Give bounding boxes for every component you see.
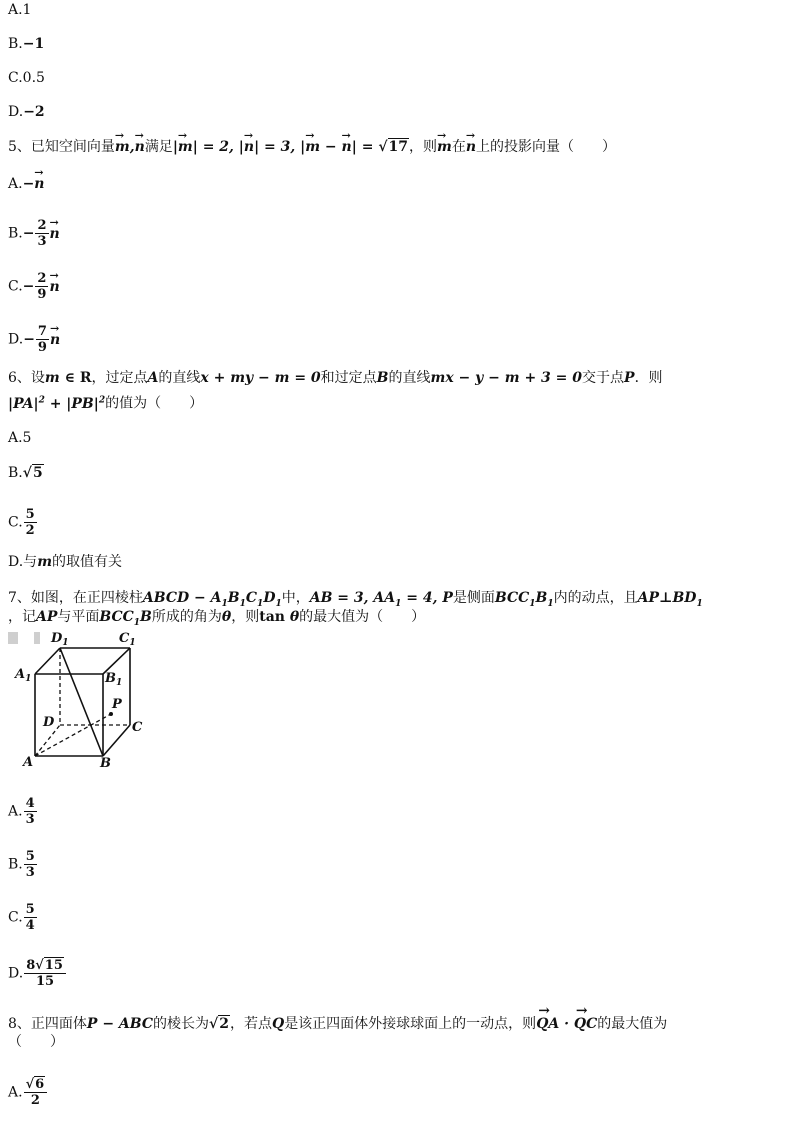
q6-stem-line2: $|PA|^2 + |PB|^2$的值为（ ）: [8, 395, 204, 412]
edge-a1-d1: [35, 648, 60, 674]
q6-option-b: B.√5: [8, 465, 43, 481]
label-c1: $C_1$: [119, 631, 136, 648]
q7-option-a: A. $\frac{4}{3}$: [8, 796, 35, 827]
q6-option-c: C. $\frac{5}{2}$: [8, 507, 35, 538]
figure-artifact-2: [34, 632, 40, 644]
q7-option-c: C. $\frac{5}{4}$: [8, 902, 35, 933]
q7-option-b: B. $\frac{5}{3}$: [8, 849, 35, 880]
q8-stem-line2: （ ）: [8, 1034, 64, 1050]
q4-option-d: D.−2: [8, 104, 45, 120]
q5-option-a: A.−→ n: [8, 174, 44, 194]
q7-stem-line2: ，记AP与平面$BCC_1B$所成的角为θ，则tan θ的最大值为（ ）: [8, 609, 426, 628]
q6-option-a: A.5: [8, 430, 32, 446]
q7-stem-line1: 7、如图，在正四棱柱ABCD − $A_1B_1C_1D_1$中，AB = 3, $AA_1 = 4$, P是侧面$BCC_1B_1$内的动点，且$AP\perp BD_1$: [8, 590, 703, 609]
diag-d1-b: [60, 648, 103, 756]
q4-option-b: B.−1: [8, 36, 45, 52]
figure-artifact: [8, 632, 18, 644]
label-a: A: [23, 755, 34, 768]
q7-option-d: D. $\frac{8√15}{15}$: [8, 958, 67, 989]
label-c: C: [132, 720, 143, 735]
q5-option-d: D.− $\frac{7}{9}$ → n: [8, 324, 60, 355]
q6-option-d: D.与m的取值有关: [8, 554, 123, 570]
q8-stem-line1: 8、正四面体P − ABC的棱长为√2，若点Q是该正四面体外接球球面上的一动点，则→ QA · → QC的最大值为: [8, 1014, 667, 1034]
edge-b-c: [103, 725, 130, 756]
q5-stem: 5、已知空间向量→ m,→ n满足|→ m| = 2, |→ n| = 3, |→ m − → n| = √17，则→ m在→ n上的投影向量（ ）: [8, 137, 616, 157]
q5-option-c: C.− $\frac{2}{9}$ → n: [8, 271, 60, 302]
q4-option-a: A.1: [8, 2, 32, 18]
label-b: B: [100, 756, 111, 768]
q6-stem-line1: 6、设m ∈ R，过定点A的直线x + my − m = 0和过定点B的直线mx − y − m + 3 = 0交于点P．则: [8, 370, 663, 386]
label-b1: $B_1$: [105, 671, 123, 688]
q4-option-c: C.0.5: [8, 70, 45, 86]
label-d: D: [43, 715, 55, 730]
label-p: P: [112, 697, 122, 712]
point-p: [109, 712, 113, 716]
label-d1: $D_1$: [51, 631, 69, 648]
label-a1: $A_1$: [15, 667, 32, 684]
prism-figure: [8, 628, 148, 768]
q5-option-b: B.− $\frac{2}{3}$ → n: [8, 218, 60, 249]
q8-option-a: A. $\frac{√6}{2}$: [8, 1077, 48, 1108]
